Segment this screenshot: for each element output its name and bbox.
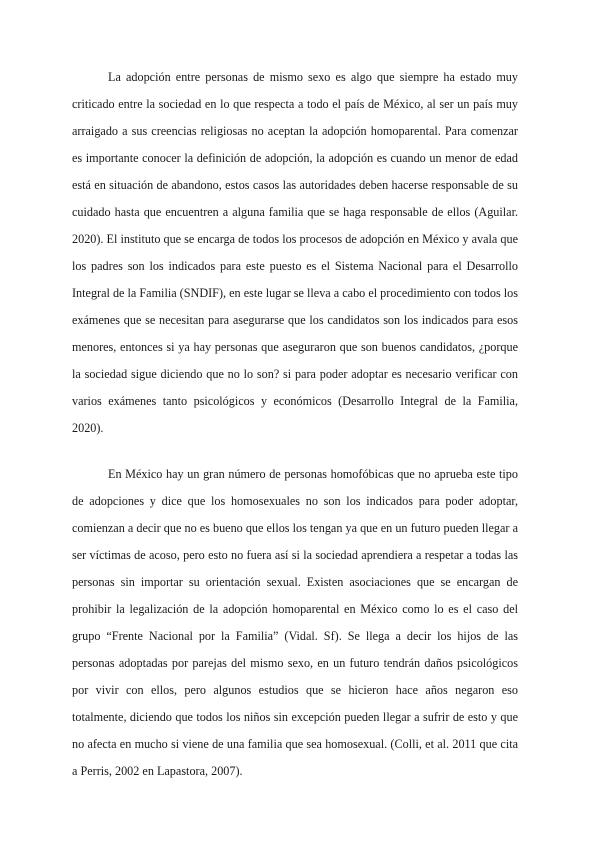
- paragraph-2: En México hay un gran número de personas homofóbicas que no aprueba este tipo de adopciones y dice que los homosexuales no son los indicados para poder adoptar, comienzan a decir que no es bueno que ellos los tengan ya que en un futuro pueden llegar a ser víctimas de acoso, pero esto no fuera así si la sociedad aprendiera a respetar a todas las personas sin importar su orientación sexual. Existen asociaciones que se encargan de prohibir la legalización de la adopción homoparental en México como lo es el caso del grupo “Frente Nacional por la Familia” (Vidal. Sf). Se llega a decir los hijos de las personas adoptadas por parejas del mismo sexo, en un futuro tendrán daños psicológicos por vivir con ellos, pero algunos estudios que se hicieron hace años negaron eso totalmente, diciendo que todos los niños sin excepción pueden llegar a sufrir de esto y que no afecta en mucho si viene de una familia que sea homosexual. (Colli, et al. 2011 que cita a Perris, 2002 en Lapastora, 2007).: [72, 467, 518, 778]
- paragraph-1: La adopción entre personas de mismo sexo es algo que siempre ha estado muy criticado entre la sociedad en lo que respecta a todo el país de México, al ser un país muy arraigado a sus creencias religiosas no aceptan la adopción homoparental. Para comenzar es importante conocer la definición de adopción, la adopción es cuando un menor de edad está en situación de abandono, estos casos las autoridades deben hacerse responsable de su cuidado hasta que encuentren a alguna familia que se haga responsable de ellos (Aguilar. 2020). El instituto que se encarga de todos los procesos de adopción en México y avala que los padres son los indicados para este puesto es el Sistema Nacional para el Desarrollo Integral de la Familia (SNDIF), en este lugar se lleva a cabo el procedimiento con todos los exámenes que se necesitan para asegurarse que los candidatos son los indicados para esos menores, entonces si ya hay personas que aseguraron que son buenos candidatos, ¿porque la sociedad sigue diciendo que no lo son? si para poder adoptar es necesario verificar con varios exámenes tanto psicológicos y económicos (Desarrollo Integral de la Familia, 2020).: [72, 70, 518, 435]
- document-body: [72, 64, 518, 785]
